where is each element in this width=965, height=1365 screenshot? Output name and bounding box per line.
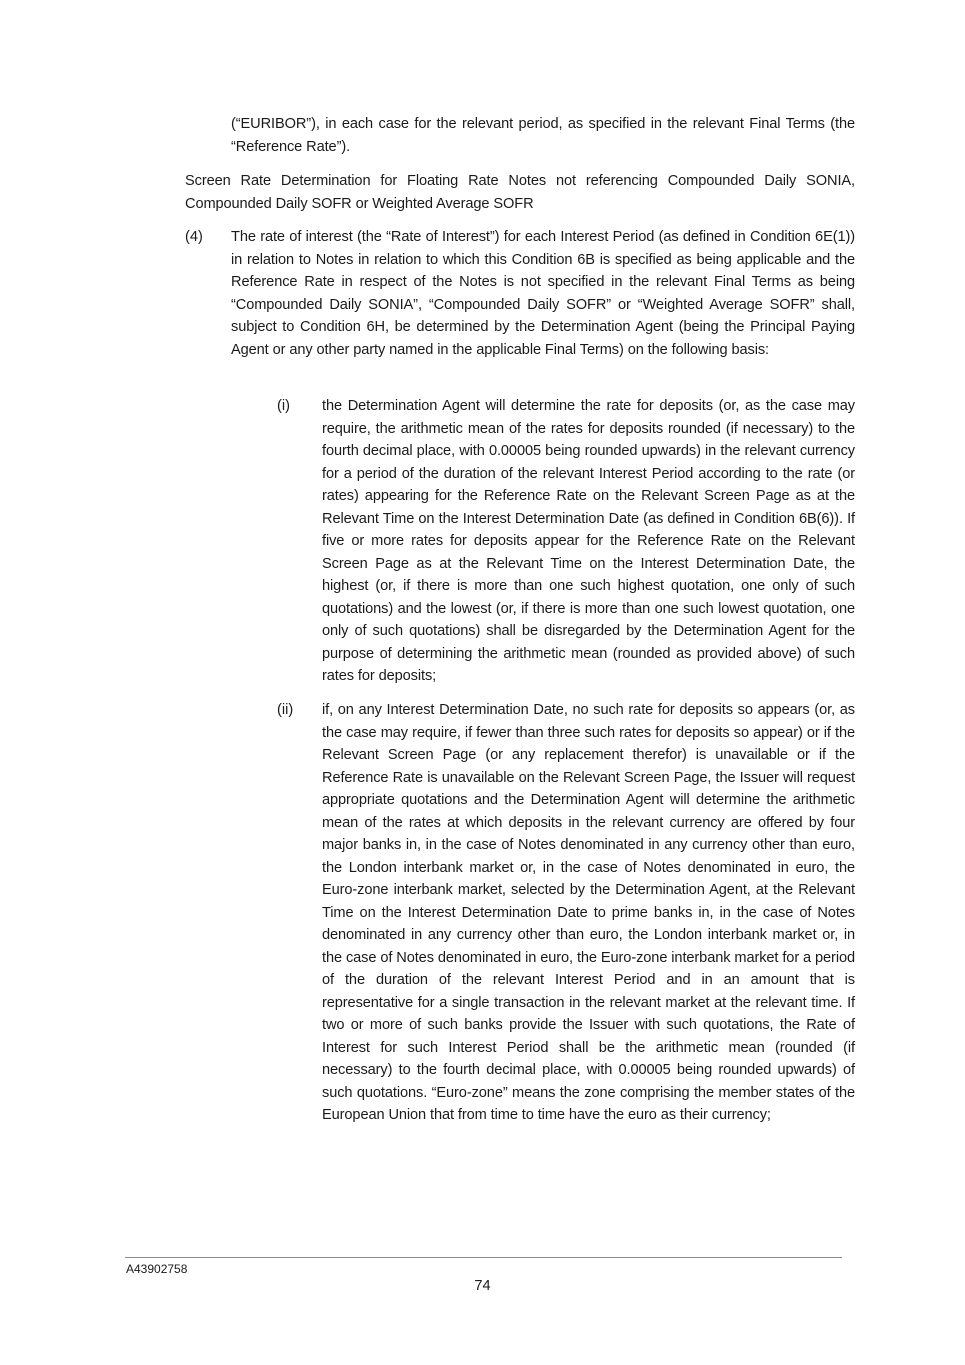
document-reference: A43902758 [126,1262,188,1276]
subclause-number: (ii) [277,702,294,718]
subclause-text: if, on any Interest Determination Date, no such rate for deposits so appears (or, as the case may require, if fewer than three such rates for deposits so appear) or if the Relevant Screen Page (or any replacement therefor) is unavailable or if the Reference Rate is unavailable on the Relevant Screen Page, the Issuer will request appropriate quotations and the Determination Agent will determine the arithmetic mean of the rates at which deposits in the relevant currency are offered by four major banks in, in the case of Notes denominated in any currency other than euro, the London interbank market or, in the case of Notes denominated in euro, the Euro-zone interbank market, selected by the Determination Agent, at the Relevant Time on the Interest Determination Date to prime banks in, in the case of Notes denominated in any currency other than euro, the London interbank market or, in the case of Notes denominated in euro, the Euro-zone interbank market for a period of the duration of the relevant Interest Period and in an amount that is representative for a single transaction in the relevant market at the relevant time. If two or more of such banks provide the Issuer with such quotations, the Rate of Interest for such Interest Period shall be the arithmetic mean (rounded (if necessary) to the fourth decimal place, with 0.00005 being rounded upwards) of such quotations. “Euro-zone” means the zone comprising the member states of the European Union that from time to time have the euro as their currency; [322,702,855,1123]
clause-text: The rate of interest (the “Rate of Interest”) for each Interest Period (as defined in Condition 6E(1)) in relation to Notes in relation to which this Condition 6B is specified as being applicable and the Reference Rate in respect of the Notes is not specified in the relevant Final Terms as being “Compounded Daily SONIA”, “Compounded Daily SOFR” or “Weighted Average SOFR” shall, subject to Condition 6H, be determined by the Determination Agent (being the Principal Paying Agent or any other party named in the applicable Final Terms) on the following basis: [231,229,855,358]
section-heading: Screen Rate Determination for Floating Rate Notes not referencing Compounded Daily SONIA, Compounded Daily SOFR or Weighted Average SOFR [185,173,855,212]
continuation-paragraph: (“EURIBOR”), in each case for the relevant period, as specified in the relevant Final Terms (the “Reference Rate”). [231,116,855,155]
page-number: 74 [474,1278,491,1294]
subclause-number: (i) [277,398,290,414]
clause-number: (4) [185,229,203,245]
footer-divider [125,1257,842,1258]
subclause-text: the Determination Agent will determine the rate for deposits (or, as the case may require, the arithmetic mean of the rates for deposits rounded (if necessary) to the fourth decimal place, with 0.00005 being rounded upwards) in the relevant currency for a period of the duration of the relevant Interest Period according to the rate (or rates) appearing for the Reference Rate on the Relevant Screen Page as at the Relevant Time on the Interest Determination Date (as defined in Condition 6B(6)). If five or more rates for deposits appear for the Reference Rate on the Relevant Screen Page as at the Relevant Time on the Interest Determination Date, the highest (or, if there is more than one such highest quotation, one only of such quotations) and the lowest (or, if there is more than one such lowest quotation, one only of such quotations) shall be disregarded by the Determination Agent for the purpose of determining the arithmetic mean (rounded as provided above) of such rates for deposits; [322,398,855,684]
